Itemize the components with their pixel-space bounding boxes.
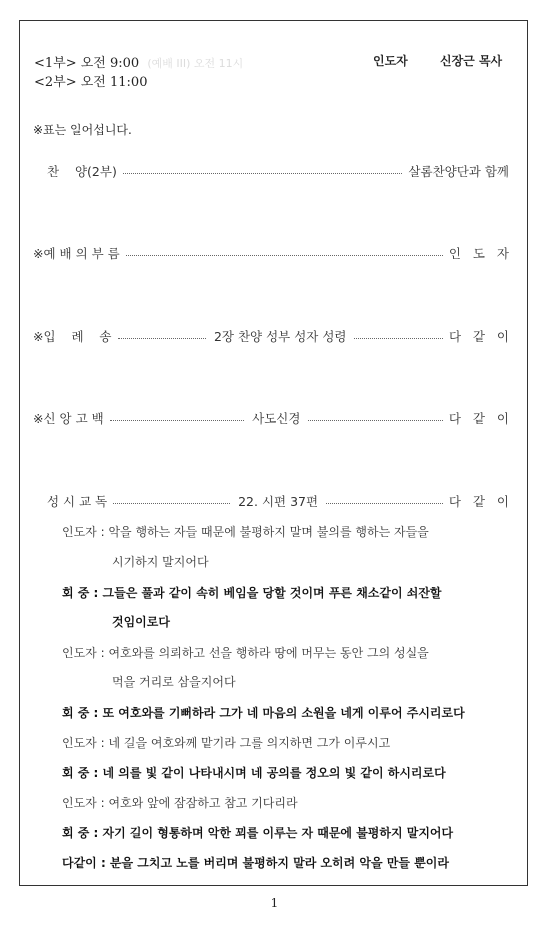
ghost-text: (예배 III) 오전 11시 (147, 57, 244, 70)
reading-line: 인도자 : 여호와를 의뢰하고 선을 행하라 땅에 머무는 동안 그의 성실을 (62, 646, 429, 660)
standing-note: ※표는 일어섭니다. (33, 123, 132, 137)
reading-line: 회 중 : 또 여호와를 기뻐하라 그가 네 마음의 소원을 네게 이루어 주시리로다 (62, 706, 465, 720)
order-row-call-to-worship (33, 244, 509, 262)
order-leader: 인 도 자 (448, 246, 509, 261)
reading-line: 먹을 거리로 삼을지어다 (112, 675, 236, 689)
order-content: 2장 찬양 성부 성자 성령 (213, 329, 347, 344)
leader-dots (126, 255, 443, 256)
reading-line: 회 중 : 네 의를 빛 같이 나타내시며 네 공의를 정오의 빛 같이 하시리로다 (62, 766, 446, 780)
leader-label: 인도자 (373, 54, 408, 68)
order-row-praise (33, 162, 509, 180)
order-leader: 다 같 이 (448, 329, 510, 344)
order-label: 찬 양(2부) (47, 164, 117, 179)
order-content: 22. 시편 37편 (238, 494, 319, 509)
order-leader: 살롬찬양단과 함께 (408, 164, 509, 179)
leader-dots (113, 503, 230, 504)
order-content: 사도신경 (252, 411, 301, 426)
reading-line: 인도자 : 여호와 앞에 잠잠하고 참고 기다리라 (62, 796, 298, 810)
order-row-opening-hymn (33, 327, 509, 345)
leader-dots (110, 420, 244, 421)
service-time-1: <1부> 오전 9:00 (예배 III) 오전 11시 (34, 56, 244, 71)
order-label: ※예 배 의 부 름 (33, 246, 120, 261)
reading-line: 시기하지 말지어다 (112, 555, 209, 569)
reading-line: 것임이로다 (112, 615, 170, 629)
leader-dots (354, 338, 442, 339)
order-label: ※입 례 송 (33, 329, 112, 344)
leader-dots (326, 503, 443, 504)
order-leader: 다 같 이 (448, 411, 509, 426)
order-row-responsive-reading (33, 492, 509, 510)
leader-name: 신장근 목사 (440, 54, 503, 68)
order-label: 성 시 교 독 (47, 494, 108, 509)
reading-line: 회 중 : 자기 길이 형통하며 악한 꾀를 이루는 자 때문에 불평하지 말지어다 (62, 826, 454, 840)
order-leader: 다 같 이 (448, 494, 509, 509)
reading-line: 다같이 : 분을 그치고 노를 버리며 불평하지 말라 오히려 악을 만들 뿐이라 (62, 856, 449, 870)
reading-line: 회 중 : 그들은 풀과 같이 속히 베임을 당할 것이며 푸른 채소같이 쇠잔할 (62, 586, 442, 600)
service-time-2: <2부> 오전 11:00 (34, 75, 148, 90)
reading-line: 인도자 : 악을 행하는 자들 때문에 불평하지 말며 불의를 행하는 자들을 (62, 525, 429, 539)
leader-dots (123, 173, 403, 174)
leader-dots (308, 420, 442, 421)
page-number: 1 (270, 896, 279, 910)
order-row-creed (33, 409, 509, 427)
order-label: ※신 앙 고 백 (33, 411, 104, 426)
bulletin-frame (19, 20, 528, 886)
leader-dots (118, 338, 206, 339)
reading-line: 인도자 : 네 길을 여호와께 맡기라 그를 의지하면 그가 이루시고 (62, 736, 391, 750)
